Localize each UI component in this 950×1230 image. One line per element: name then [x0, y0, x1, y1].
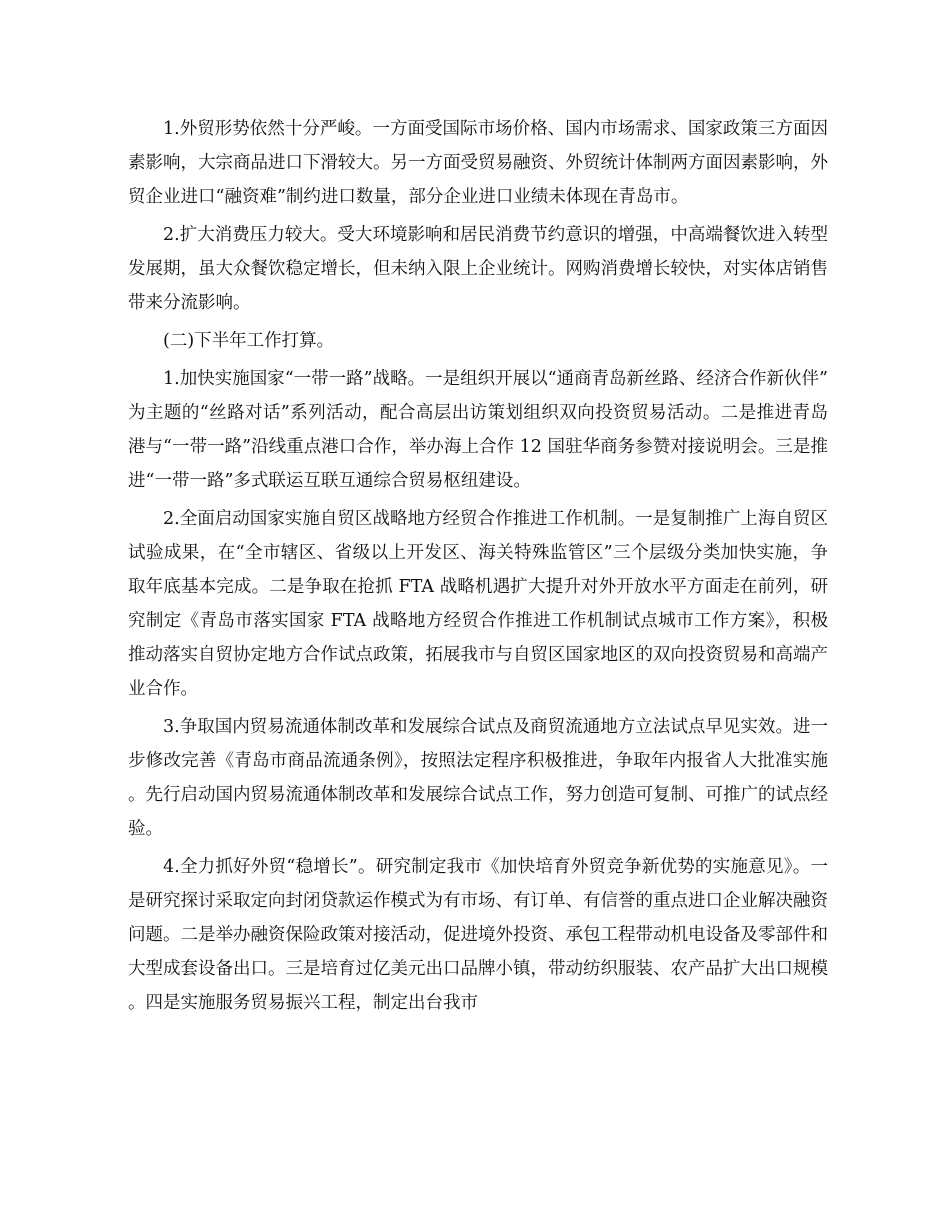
document-body: [128, 112, 828, 1024]
paragraph-free-trade-zone: 2.全面启动国家实施自贸区战略地方经贸合作推进工作机制。一是复制推广上海自贸区试验成果，在“全市辖区、省级以上开发区、海关特殊监管区”三个层级分类加快实施，争取年底基本完成。二是争取在抢抓 FTA 战略机遇扩大提升对外开放水平方面走在前列，研究制定《青岛市落实国家 FTA 战略地方经贸合作推进工作机制试点城市工作方案》，积极推动落实自贸协定地方合作试点政策，拓展我市与自贸区国家地区的双向投资贸易和高端产业合作。: [128, 509, 828, 699]
paragraph-foreign-trade-growth: 4.全力抓好外贸“稳增长”。研究制定我市《加快培育外贸竞争新优势的实施意见》。一是研究探讨采取定向封闭贷款运作模式为有市场、有订单、有信誉的重点进口企业解决融资问题。二是举办融资保险政策对接活动，促进境外投资、承包工程带动机电设备及零部件和大型成套设备出口。三是培育过亿美元出口品牌小镇，带动纺织服装、农产品扩大出口规模。四是实施服务贸易振兴工程，制定出台我市: [128, 857, 828, 1013]
paragraph-belt-and-road: 1.加快实施国家“一带一路”战略。一是组织开展以“通商青岛新丝路、经济合作新伙伴”为主题的“丝路对话”系列活动，配合高层出访策划组织双向投资贸易活动。二是推进青岛港与“一带一路”沿线重点港口合作，举办海上合作 12 国驻华商务参赞对接说明会。三是推进“一带一路”多式联运互联互通综合贸易枢纽建设。: [128, 369, 828, 491]
paragraph-foreign-trade-situation: 1.外贸形势依然十分严峻。一方面受国际市场价格、国内市场需求、国家政策三方面因素影响，大宗商品进口下滑较大。另一方面受贸易融资、外贸统计体制两方面因素影响，外贸企业进口“融资难”制约进口数量，部分企业进口业绩未体现在青岛市。: [128, 119, 828, 207]
section-heading-second-half-plan: (二)下半年工作打算。: [163, 331, 335, 351]
paragraph-consumption-pressure: 2.扩大消费压力较大。受大环境影响和居民消费节约意识的增强，中高端餐饮进入转型发展期，虽大众餐饮稳定增长，但未纳入限上企业统计。网购消费增长较快，对实体店销售带来分流影响。: [128, 225, 828, 313]
paragraph-domestic-trade-reform: 3.争取国内贸易流通体制改革和发展综合试点及商贸流通地方立法试点早见实效。进一步修改完善《青岛市商品流通条例》，按照法定程序积极推进，争取年内报省人大批准实施。先行启动国内贸易流通体制改革和发展综合试点工作，努力创造可复制、可推广的试点经验。: [128, 717, 828, 839]
